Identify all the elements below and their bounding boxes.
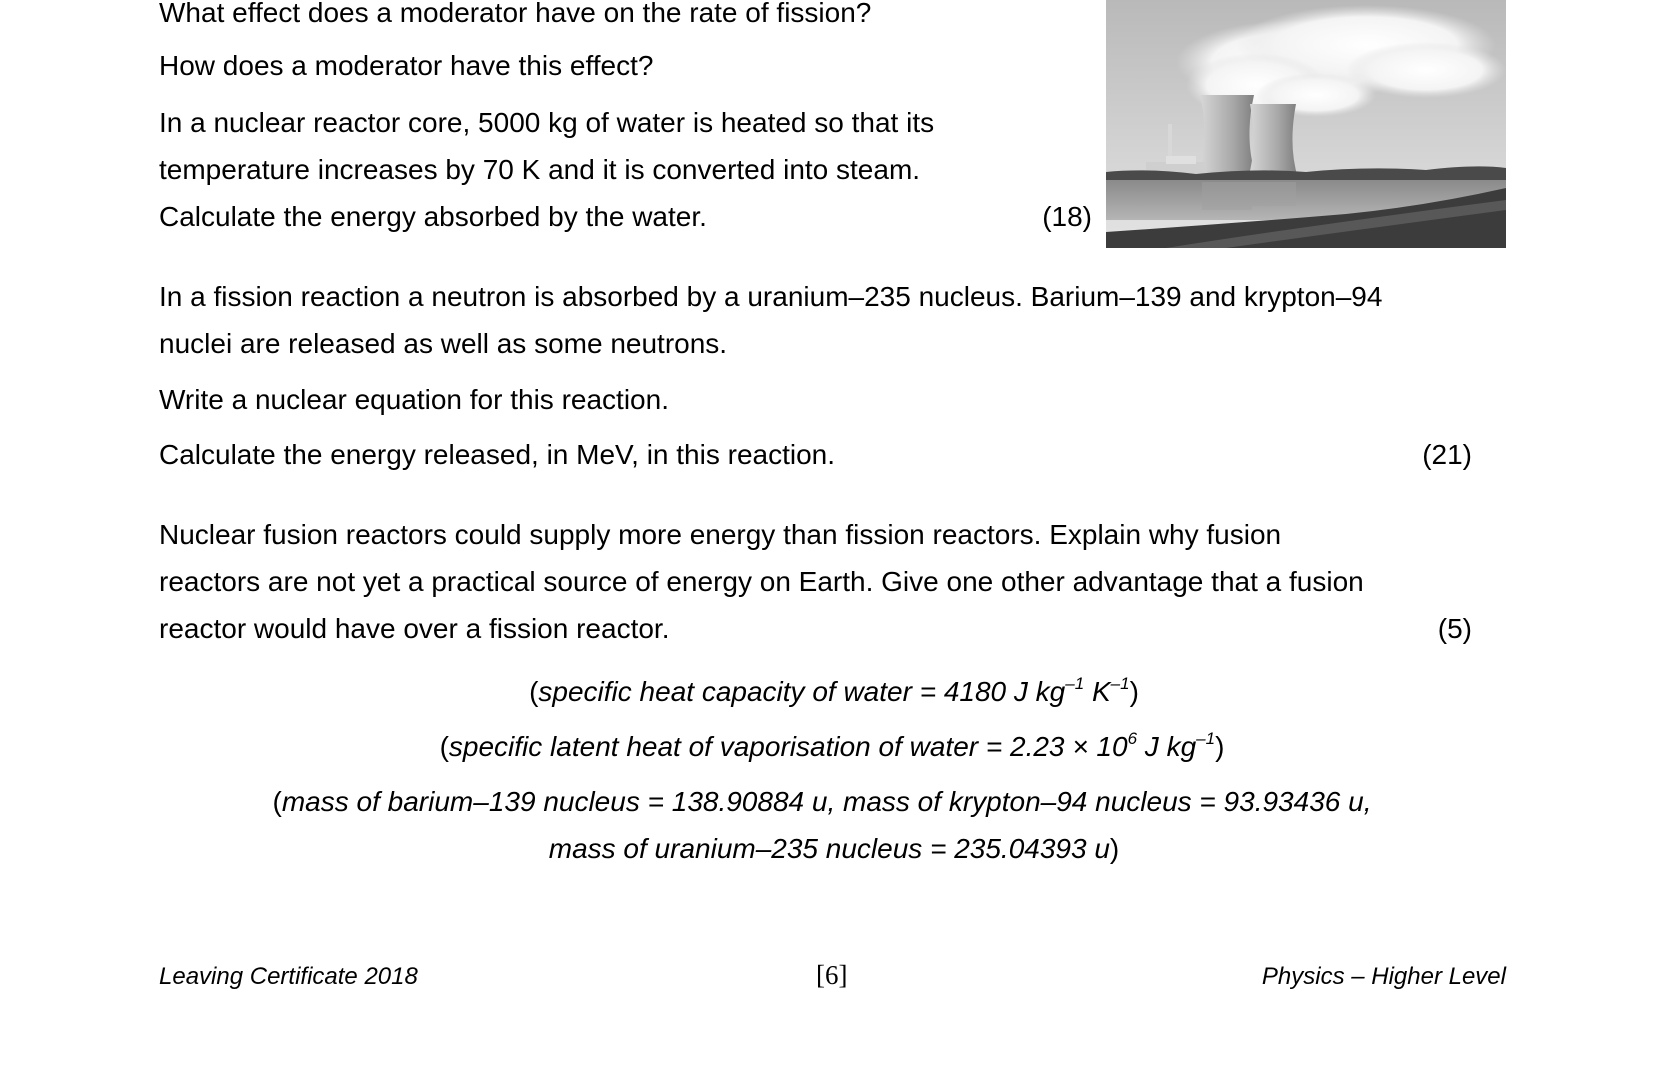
q1-reactor-core-text-line1: In a nuclear reactor core, 5000 kg of water is heated so that its [159,107,935,138]
q1-moderator-effect-question: What effect does a moderator have on the rate of fission? [159,0,872,28]
q3-fusion-text-line1: Nuclear fusion reactors could supply more energy than fission reactors. Explain why fusion [159,519,1282,550]
q2-fission-reaction-text-line1: In a fission reaction a neutron is absorbed by a uranium–235 nucleus. Barium–139 and krypton–94 [159,281,1383,312]
q2-energy-released-question: Calculate the energy released, in MeV, in this reaction. [159,439,836,470]
q1-marks: (18) [1042,201,1092,232]
q2-nuclear-equation-question: Write a nuclear equation for this reaction. [159,384,669,415]
specific-heat-capacity-data: (specific heat capacity of water = 4180 J $kg^{-1}$ $K^{-1}$) [529,674,1139,707]
footer-exam-title: Leaving Certificate 2018 [159,963,418,990]
q2-fission-reaction-text-line2: nuclei are released as well as some neutrons. [159,328,728,359]
specific-latent-heat-data: (specific latent heat of vaporisation of water = $2.23 \times 10^6$ J $kg^{-1}$) [439,729,1225,762]
footer-subject-level: Physics – Higher Level [1261,963,1506,990]
footer-page-number: [6] [816,960,848,990]
q1-calculate-energy-question: Calculate the energy absorbed by the water. [159,201,707,232]
q1-moderator-how-question: How does a moderator have this effect? [159,50,654,81]
q3-fusion-text-line3: reactor would have over a fission reactor. [159,613,670,644]
q3-fusion-text-line2: reactors are not yet a practical source of energy on Earth. Give one other advantage that a fusion [159,566,1364,597]
q3-marks: (5) [1437,613,1472,644]
q1-reactor-core-text-line2: temperature increases by 70 K and it is converted into steam. [159,154,921,185]
cooling-towers-icon [1106,0,1506,248]
q2-marks: (21) [1422,439,1472,470]
nuclear-power-plant-photo [1106,0,1506,248]
nuclear-masses-data-line2: mass of uranium–235 nucleus = 235.04393 u) [548,833,1120,864]
nuclear-masses-data-line1: (mass of barium–139 nucleus = 138.90884 u, mass of krypton–94 nucleus = 93.93436 u, [272,786,1372,817]
